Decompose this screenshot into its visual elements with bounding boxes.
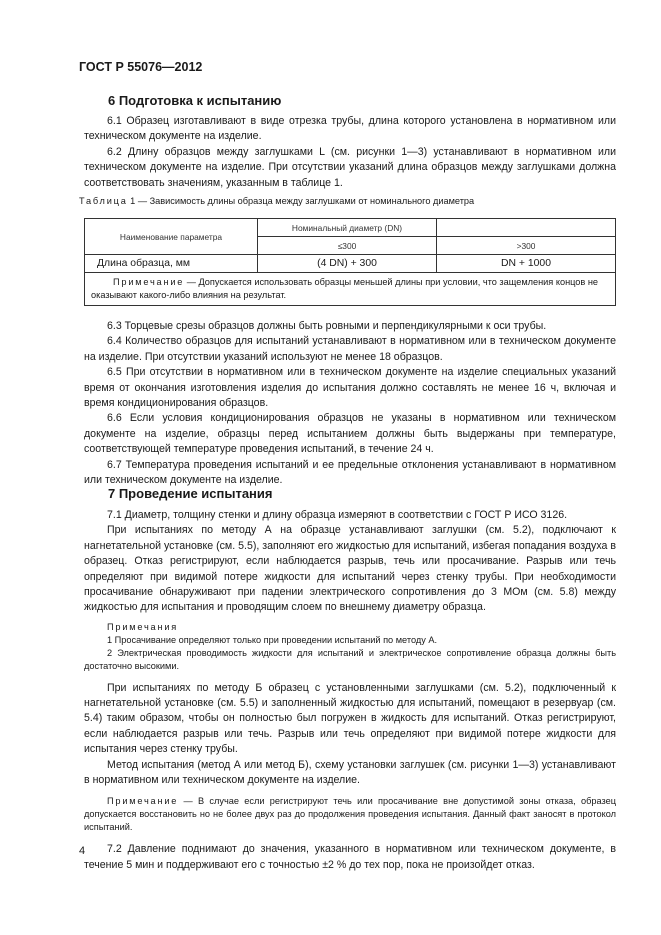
para-method-b: При испытаниях по методу Б образец с установленными заглушками (см. 5.2), подключенный к нагнетательной установке (см. 5.5) и заполненный жидкостью для испытаний, помещают в резервуар (см. 5.4) таким образом, чтобы он полностью был погружен в жидкость для испытаний. Отказ регистрируют, если наблюдается разрыв или течь. Разрыв или течь определяют при видимой потере жидкости для испытания через стенку трубы.	[84, 681, 616, 756]
table-row	[85, 255, 616, 273]
para-6-5: 6.5 При отсутствии в нормативном или в техническом документе на изделие специальных указаний время от окончания изготовления изделия до испытания должно составлять не менее 16 ч, включая и время кондиционирования образцов.	[84, 366, 616, 410]
method-b-block	[84, 681, 616, 789]
para-method-a: При испытаниях по методу А на образце устанавливают заглушки (см. 5.2), подключают к нагнетательной установке (см. 5.5), заполняют его жидкостью для испытаний, избегая попадания воздуха в образец. Отказ регистрируют, если наблюдается разрыв, течь или просачивание. Разрыв или течь определяют при видимой потере жидкости для испытаний через стенку трубы. При необходимости просачивание обнаруживают при падении электрического сопротивления до 3 МОм (см. 5.8) между жидкостью для испытания и проводящим слоем по внешнему диаметру образца.	[84, 524, 616, 614]
section-6-heading: 6 Подготовка к испытанию	[108, 93, 282, 108]
header-gt-300: >300	[437, 237, 616, 255]
para-7-2: 7.2 Давление поднимают до значения, указанного в нормативном или техническом документе, в течение 5 мин и поддерживают его с точностью ±2 % до тех пор, пока не произойдет отказ.	[84, 843, 616, 871]
note-text: — Допускается использовать образцы меньшей длины при условии, что защемления концов не оказывают какого-либо влияния на результат.	[91, 277, 599, 301]
note-1: 1 Просачивание определяют только при проведении испытаний по методу А.	[107, 635, 438, 646]
notes-block	[84, 621, 616, 674]
para-7-2-block	[84, 842, 616, 873]
para-7-1: 7.1 Диаметр, толщину стенки и длину образца измеряют в соответствии с ГОСТ Р ИСО 3126.	[107, 509, 568, 521]
header-nominal-diameter: Номинальный диаметр (DN)	[258, 219, 437, 237]
section-6-rest	[84, 319, 616, 488]
note-2: 2 Электрическая проводимость жидкости для испытаний и электрическое сопротивление образца должны быть достаточно высокими.	[84, 648, 616, 672]
page-number: 4	[79, 845, 86, 857]
row-label: Длина образца, мм	[85, 255, 258, 273]
para-6-1: 6.1 Образец изготавливают в виде отрезка трубы, длина которого установлена в нормативном или техническом документе на изделие.	[84, 115, 616, 143]
table-label: Таблица	[79, 196, 128, 206]
table-1-caption	[79, 196, 474, 206]
section-6-intro	[84, 114, 616, 191]
table-note	[85, 273, 616, 306]
note-restore-label: Примечание	[107, 795, 179, 806]
note-label: Примечание	[113, 277, 185, 287]
header-le-300: ≤300	[258, 237, 437, 255]
para-6-6: 6.6 Если условия кондиционирования образцов не указаны в нормативном или техническом документе на изделие, образцы перед испытанием должны быть выдержаны при температуре, соответствующей температуре проведения испытаний, в течение 24 ч.	[84, 412, 616, 456]
para-6-3: 6.3 Торцевые срезы образцов должны быть ровными и перпендикулярными к оси трубы.	[107, 320, 547, 332]
row-value-2: DN + 1000	[437, 255, 616, 273]
header-parameter: Наименование параметра	[85, 219, 258, 255]
note-restore	[84, 795, 616, 835]
row-value-1: (4 DN) + 300	[258, 255, 437, 273]
section-7-body	[84, 508, 616, 873]
table-1	[84, 218, 616, 306]
notes-title: Примечания	[107, 621, 179, 632]
header-empty	[437, 219, 616, 237]
para-6-4: 6.4 Количество образцов для испытаний устанавливают в нормативном или в техническом документе на изделие. При отсутствии указаний используют не менее 18 образцов.	[84, 335, 616, 363]
document-header: ГОСТ Р 55076—2012	[79, 60, 203, 74]
para-method-choice: Метод испытания (метод А или метод Б), схему установки заглушек (см. рисунки 1—3) устанавливают в нормативном или техническом документе на изделие.	[84, 758, 616, 787]
section-7-heading: 7 Проведение испытания	[108, 486, 273, 501]
note-restore-text: — В случае если регистрируют течь или просачивание вне допустимой зоны отказа, образец допускается восстановить но не более двух раз до продолжения проведения испытания. Данный факт заносят в протокол испытаний.	[84, 795, 616, 832]
para-6-2: 6.2 Длину образцов между заглушками L (см. рисунки 1—3) устанавливают в нормативном или техническом документе на изделие. При отсутствии указаний длина образцов между заглушками должна соответствовать значениям, указанным в таблице 1.	[84, 145, 616, 189]
table-caption-text: 1 — Зависимость длины образца между заглушками от номинального диаметра	[127, 196, 475, 206]
para-6-7: 6.7 Температура проведения испытаний и ее предельные отклонения устанавливают в нормативном или техническом документе на изделие.	[84, 458, 616, 487]
